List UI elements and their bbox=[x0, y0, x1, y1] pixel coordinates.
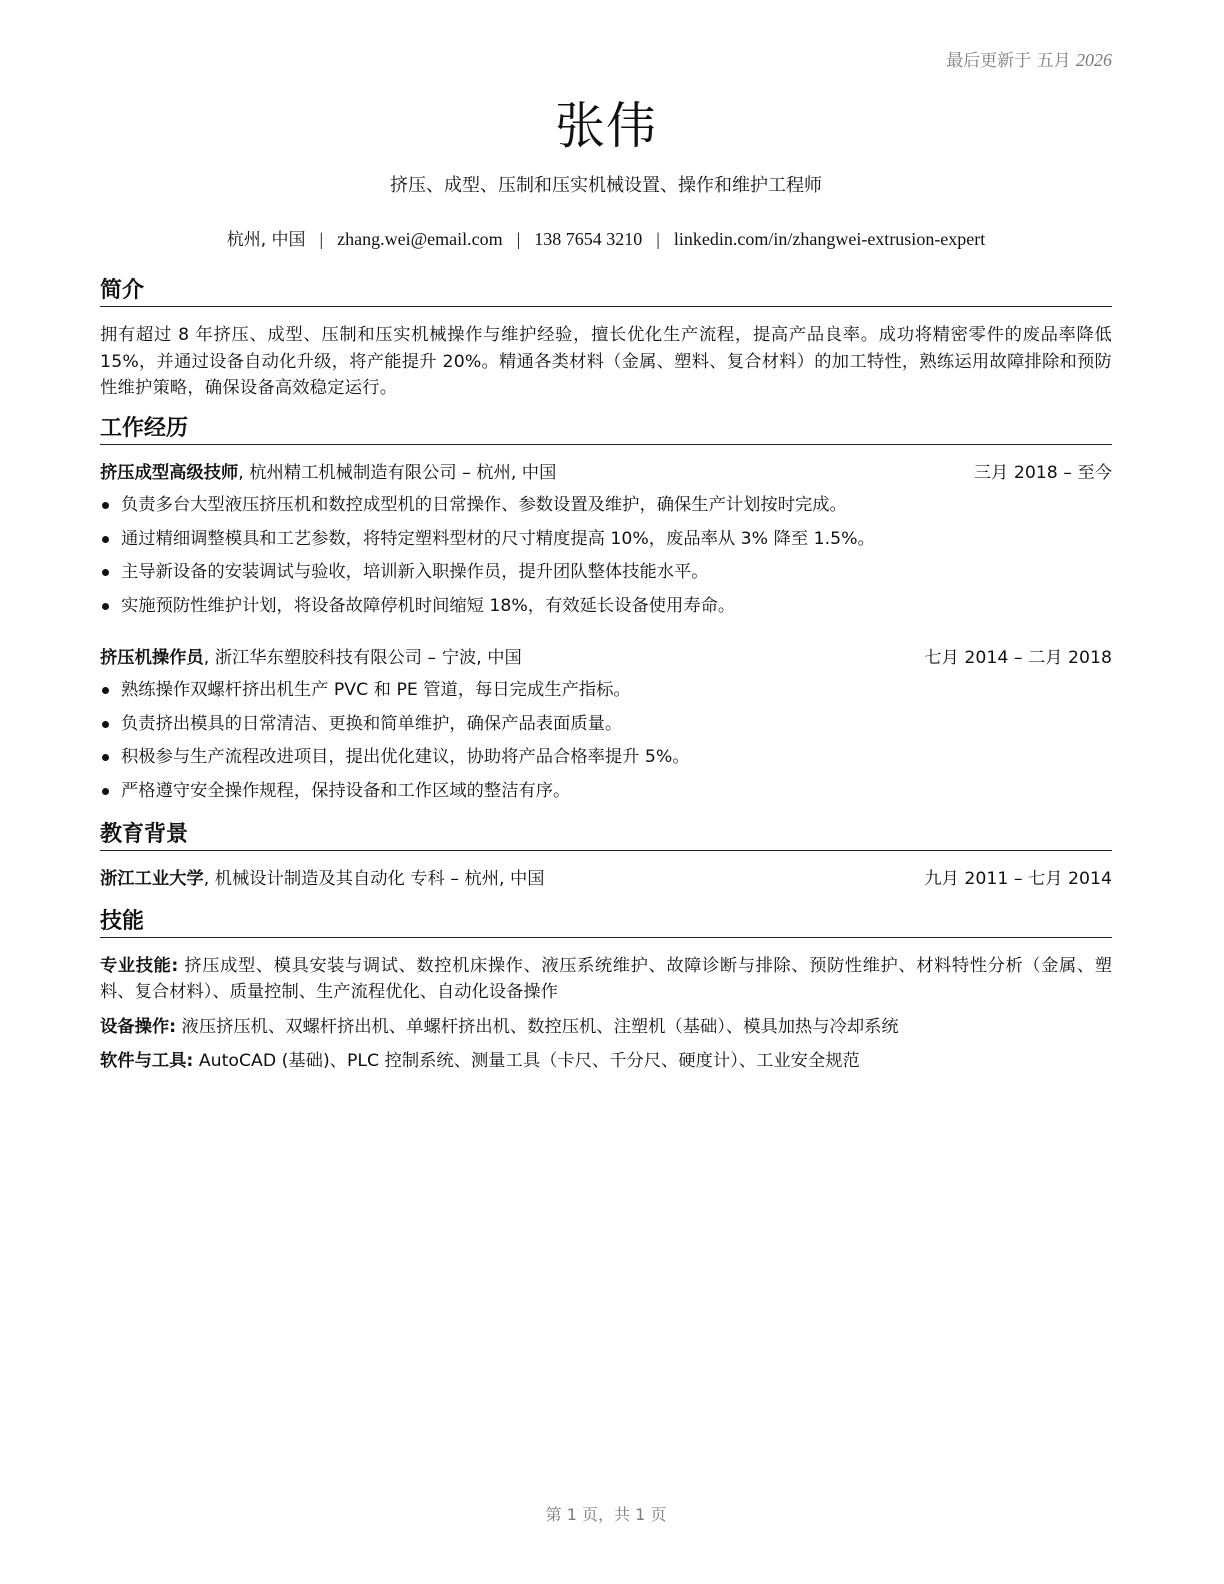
job-bullet: 严格遵守安全操作规程，保持设备和工作区域的整洁有序。 bbox=[100, 779, 1112, 813]
page-footer: 第 1 页，共 1 页 bbox=[545, 1505, 667, 1524]
job-bullet: 主导新设备的安装调试与验收，培训新入职操作员，提升团队整体技能水平。 bbox=[100, 560, 1112, 594]
job-bullet: 负责多台大型液压挤压机和数控成型机的日常操作、参数设置及维护，确保生产计划按时完成。 bbox=[100, 493, 1112, 527]
skill-line bbox=[100, 1048, 1112, 1074]
education-school: 浙江工业大学 bbox=[100, 869, 204, 889]
skill-text: AutoCAD (基础)、PLC 控制系统、测量工具（卡尺、千分尺、硬度计）、工业安全规范 bbox=[193, 1051, 860, 1071]
contact-line bbox=[100, 225, 1112, 250]
job-bullet: 积极参与生产流程改进项目，提出优化建议，协助将产品合格率提升 5%。 bbox=[100, 745, 1112, 779]
skill-text: 液压挤压机、双螺杆挤出机、单螺杆挤出机、数控压机、注塑机（基础）、模具加热与冷却系统 bbox=[176, 1017, 899, 1037]
job-bullet: 负责挤出模具的日常清洁、更换和简单维护，确保产品表面质量。 bbox=[100, 712, 1112, 746]
job-title: 挤压机操作员 bbox=[100, 648, 204, 668]
contact-linkedin[interactable]: linkedin.com/in/zhangwei-extrusion-expert bbox=[673, 229, 986, 249]
skill-label: 软件与工具: bbox=[100, 1051, 194, 1071]
job-bullet: 实施预防性维护计划，将设备故障停机时间缩短 18%，有效延长设备使用寿命。 bbox=[100, 594, 1112, 628]
job-header bbox=[100, 461, 1112, 485]
contact-email[interactable]: zhang.wei@email.com bbox=[337, 229, 503, 249]
skill-text: 挤压成型、模具安装与调试、数控机床操作、液压系统维护、故障诊断与排除、预防性维护、材料特性分析（金属、塑料、复合材料）、质量控制、生产流程优化、自动化设备操作 bbox=[100, 956, 1112, 1002]
contact-separator: | bbox=[319, 229, 324, 249]
contact-location: 杭州, 中国 bbox=[226, 230, 306, 250]
job-dates: 七月 2014 – 二月 2018 bbox=[924, 648, 1112, 668]
skill-line bbox=[100, 1014, 1112, 1040]
job-bullet-list bbox=[100, 678, 1112, 812]
job-header bbox=[100, 646, 1112, 670]
last-updated bbox=[946, 46, 1112, 71]
section-heading-education: 教育背景 bbox=[100, 822, 1112, 851]
job-bullet: 通过精细调整模具和工艺参数，将特定塑料型材的尺寸精度提高 10%，废品率从 3% 降至 1.5%。 bbox=[100, 527, 1112, 561]
skill-line bbox=[100, 953, 1112, 1005]
skill-label: 设备操作: bbox=[100, 1017, 177, 1037]
education-detail: , 机械设计制造及其自动化 专科 – 杭州, 中国 bbox=[203, 869, 545, 889]
resume-page bbox=[100, 0, 1112, 1584]
candidate-name: 张伟 bbox=[555, 97, 657, 155]
contact-separator: | bbox=[516, 229, 521, 249]
job-company: , 杭州精工机械制造有限公司 – 杭州, 中国 bbox=[238, 463, 557, 483]
summary-text: 拥有超过 8 年挤压、成型、压制和压实机械操作与维护经验，擅长优化生产流程，提高产品良率。成功将精密零件的废品率降低 15%，并通过设备自动化升级，将产能提升 20%。精通各类材料（金属、塑料、复合材料）的加工特性，熟练运用故障排除和预防性维护策略，确保设备高效稳定运行。 bbox=[100, 325, 1112, 398]
contact-separator: | bbox=[656, 229, 660, 249]
section-heading-skills: 技能 bbox=[100, 909, 1112, 938]
skill-label: 专业技能: bbox=[100, 956, 179, 976]
education-dates: 九月 2011 – 七月 2014 bbox=[924, 869, 1112, 889]
candidate-headline: 挤压、成型、压制和压实机械设置、操作和维护工程师 bbox=[390, 175, 822, 196]
job-dates: 三月 2018 – 至今 bbox=[973, 463, 1112, 483]
job-company: , 浙江华东塑胶科技有限公司 – 宁波, 中国 bbox=[203, 648, 522, 668]
last-updated-year: 2026 bbox=[1076, 50, 1112, 70]
education-entry bbox=[100, 867, 1112, 891]
section-heading-experience: 工作经历 bbox=[100, 416, 1112, 445]
section-heading-summary: 简介 bbox=[100, 278, 1112, 307]
job-title: 挤压成型高级技师 bbox=[100, 463, 239, 483]
contact-phone: 138 7654 3210 bbox=[534, 229, 643, 249]
last-updated-label: 最后更新于 五月 bbox=[946, 51, 1071, 71]
job-bullet: 熟练操作双螺杆挤出机生产 PVC 和 PE 管道，每日完成生产指标。 bbox=[100, 678, 1112, 712]
job-bullet-list bbox=[100, 493, 1112, 627]
